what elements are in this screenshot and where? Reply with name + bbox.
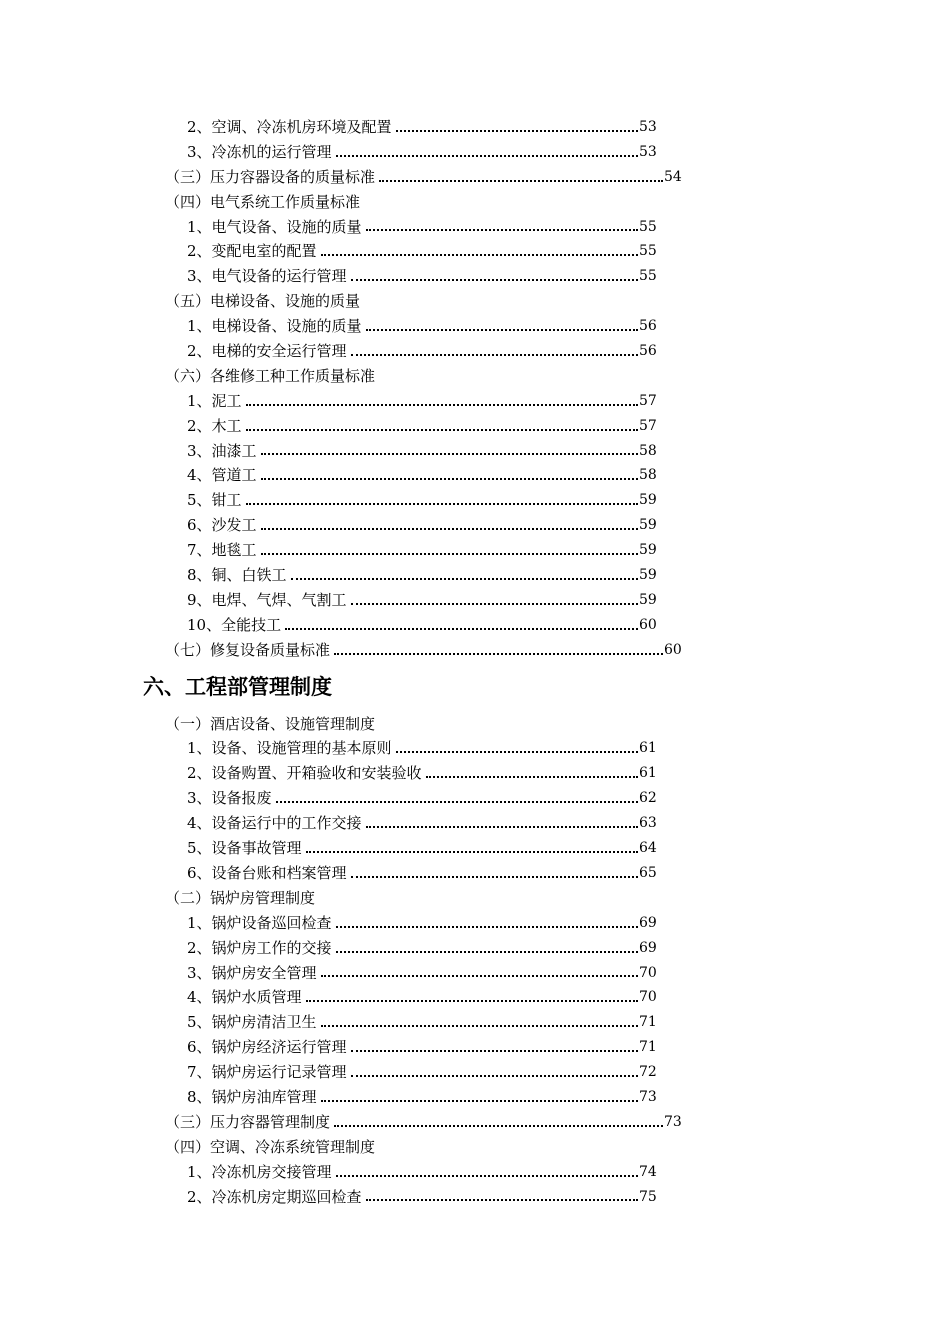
- toc-page-number: 55: [638, 264, 657, 289]
- toc-entry-text: 2、电梯的安全运行管理: [187, 339, 351, 364]
- toc-entry-text: 2、锅炉房工作的交接: [187, 936, 336, 961]
- toc-entry-text: 1、锅炉设备巡回检查: [187, 911, 336, 936]
- toc-page-number: 59: [638, 488, 657, 513]
- toc-subsection-entry[interactable]: [0, 961, 950, 986]
- toc-subsection-entry[interactable]: [0, 538, 950, 563]
- toc-entry-text: 4、设备运行中的工作交接: [187, 811, 366, 836]
- toc-subsection-entry[interactable]: [0, 936, 950, 961]
- toc-page-number: 59: [638, 588, 657, 613]
- toc-dot-leader: [306, 851, 638, 853]
- toc-dot-leader: [366, 826, 638, 828]
- toc-entry-text: 2、冷冻机房定期巡回检查: [187, 1185, 366, 1210]
- toc-entry-text: （四）空调、冷冻系统管理制度: [165, 1135, 379, 1160]
- toc-entry-text: 1、电气设备、设施的质量: [187, 215, 366, 240]
- toc-dot-leader: [321, 975, 638, 977]
- toc-section-entry[interactable]: [0, 638, 950, 663]
- toc-dot-leader: [336, 951, 638, 953]
- toc-section-entry[interactable]: [0, 364, 950, 389]
- toc-entry-text: 3、冷冻机的运行管理: [187, 140, 336, 165]
- toc-page-number: 53: [638, 115, 657, 140]
- toc-entry-text: 1、电梯设备、设施的质量: [187, 314, 366, 339]
- toc-dot-leader: [351, 1075, 638, 1077]
- toc-entry-text: 2、变配电室的配置: [187, 239, 321, 264]
- toc-dot-leader: [426, 776, 638, 778]
- toc-section-entry[interactable]: [0, 190, 950, 215]
- toc-dot-leader: [321, 1025, 638, 1027]
- toc-dot-leader: [379, 180, 663, 182]
- toc-page-number: 58: [638, 439, 657, 464]
- toc-entry-text: 2、设备购置、开箱验收和安装验收: [187, 761, 426, 786]
- toc-subsection-entry[interactable]: [0, 563, 950, 588]
- toc-subsection-entry[interactable]: [0, 911, 950, 936]
- toc-subsection-entry[interactable]: [0, 786, 950, 811]
- toc-page-number: 75: [638, 1185, 657, 1210]
- toc-dot-leader: [334, 653, 663, 655]
- toc-entry-text: （六）各维修工种工作质量标准: [165, 364, 379, 389]
- toc-dot-leader: [261, 528, 638, 530]
- toc-subsection-entry[interactable]: [0, 985, 950, 1010]
- toc-subsection-entry[interactable]: [0, 115, 950, 140]
- toc-section-entry[interactable]: [0, 1110, 950, 1135]
- toc-subsection-entry[interactable]: [0, 463, 950, 488]
- toc-subsection-entry[interactable]: [0, 836, 950, 861]
- toc-section-entry[interactable]: [0, 1135, 950, 1160]
- toc-subsection-entry[interactable]: [0, 339, 950, 364]
- toc-page-number: 59: [638, 538, 657, 563]
- toc-subsection-entry[interactable]: [0, 761, 950, 786]
- toc-entry-text: 4、管道工: [187, 463, 261, 488]
- toc-page-number: 73: [663, 1110, 682, 1135]
- toc-entry-text: （四）电气系统工作质量标准: [165, 190, 364, 215]
- toc-dot-leader: [246, 429, 638, 431]
- toc-subsection-entry[interactable]: [0, 736, 950, 761]
- toc-entry-text: 1、泥工: [187, 389, 246, 414]
- toc-entry-text: 1、冷冻机房交接管理: [187, 1160, 336, 1185]
- toc-page-number: 73: [638, 1085, 657, 1110]
- toc-dot-leader: [261, 453, 638, 455]
- toc-page-number: 60: [663, 638, 682, 663]
- toc-entry-text: 5、锅炉房清洁卫生: [187, 1010, 321, 1035]
- toc-dot-leader: [336, 926, 638, 928]
- toc-subsection-entry[interactable]: [0, 513, 950, 538]
- toc-page-number: 64: [638, 836, 657, 861]
- toc-dot-leader: [396, 130, 638, 132]
- toc-dot-leader: [285, 628, 638, 630]
- toc-page-number: 63: [638, 811, 657, 836]
- table-of-contents: [0, 115, 950, 1209]
- toc-subsection-entry[interactable]: [0, 861, 950, 886]
- toc-dot-leader: [336, 1175, 638, 1177]
- toc-entry-text: 8、铜、白铁工: [187, 563, 291, 588]
- toc-dot-leader: [336, 155, 638, 157]
- toc-entry-text: 7、锅炉房运行记录管理: [187, 1060, 351, 1085]
- toc-entry-text: 2、木工: [187, 414, 246, 439]
- toc-entry-text: 6、锅炉房经济运行管理: [187, 1035, 351, 1060]
- toc-dot-leader: [366, 329, 638, 331]
- toc-entry-text: （五）电梯设备、设施的质量: [165, 289, 364, 314]
- toc-entry-text: 1、设备、设施管理的基本原则: [187, 736, 396, 761]
- toc-page-number: 65: [638, 861, 657, 886]
- toc-page-number: 71: [638, 1010, 657, 1035]
- toc-subsection-entry[interactable]: [0, 414, 950, 439]
- toc-dot-leader: [321, 1100, 638, 1102]
- toc-dot-leader: [246, 503, 638, 505]
- toc-entry-text: （一）酒店设备、设施管理制度: [165, 712, 379, 737]
- toc-dot-leader: [261, 478, 638, 480]
- toc-page-number: 53: [638, 140, 657, 165]
- toc-page-number: 61: [638, 736, 657, 761]
- toc-subsection-entry[interactable]: [0, 389, 950, 414]
- toc-page-number: 71: [638, 1035, 657, 1060]
- toc-entry-text: （三）压力容器管理制度: [165, 1110, 334, 1135]
- toc-dot-leader: [351, 279, 638, 281]
- toc-page-number: 69: [638, 936, 657, 961]
- toc-page-number: 69: [638, 911, 657, 936]
- toc-subsection-entry[interactable]: [0, 1185, 950, 1210]
- toc-entry-text: （七）修复设备质量标准: [165, 638, 334, 663]
- toc-page-number: 56: [638, 339, 657, 364]
- toc-subsection-entry[interactable]: [0, 239, 950, 264]
- toc-page-number: 55: [638, 239, 657, 264]
- toc-entry-text: 六、工程部管理制度: [143, 665, 336, 709]
- toc-entry-text: 9、电焊、气焊、气割工: [187, 588, 351, 613]
- toc-subsection-entry[interactable]: [0, 264, 950, 289]
- toc-dot-leader: [276, 801, 638, 803]
- toc-entry-text: 8、锅炉房油库管理: [187, 1085, 321, 1110]
- toc-page-number: 72: [638, 1060, 657, 1085]
- toc-subsection-entry[interactable]: [0, 140, 950, 165]
- toc-entry-text: 7、地毯工: [187, 538, 261, 563]
- toc-subsection-entry[interactable]: [0, 1060, 950, 1085]
- toc-page-number: 56: [638, 314, 657, 339]
- toc-subsection-entry[interactable]: [0, 488, 950, 513]
- toc-dot-leader: [351, 1050, 638, 1052]
- toc-subsection-entry[interactable]: [0, 215, 950, 240]
- toc-subsection-entry[interactable]: [0, 1010, 950, 1035]
- toc-page-number: 74: [638, 1160, 657, 1185]
- toc-entry-text: 3、锅炉房安全管理: [187, 961, 321, 986]
- toc-dot-leader: [261, 553, 638, 555]
- toc-entry-text: 6、沙发工: [187, 513, 261, 538]
- toc-dot-leader: [334, 1125, 663, 1127]
- toc-dot-leader: [396, 751, 638, 753]
- toc-section-entry[interactable]: [0, 289, 950, 314]
- toc-page-number: 60: [638, 613, 657, 638]
- toc-subsection-entry[interactable]: [0, 613, 950, 638]
- toc-entry-text: 2、空调、冷冻机房环境及配置: [187, 115, 396, 140]
- toc-subsection-entry[interactable]: [0, 1085, 950, 1110]
- toc-entry-text: 3、油漆工: [187, 439, 261, 464]
- toc-page-number: 55: [638, 215, 657, 240]
- toc-entry-text: （三）压力容器设备的质量标准: [165, 165, 379, 190]
- toc-entry-text: 10、全能技工: [187, 613, 285, 638]
- toc-entry-text: （二）锅炉房管理制度: [165, 886, 319, 911]
- toc-dot-leader: [291, 578, 638, 580]
- toc-entry-text: 3、电气设备的运行管理: [187, 264, 351, 289]
- toc-section-entry[interactable]: [0, 165, 950, 190]
- toc-entry-text: 4、锅炉水质管理: [187, 985, 306, 1010]
- toc-entry-text: 6、设备台账和档案管理: [187, 861, 351, 886]
- toc-dot-leader: [366, 229, 638, 231]
- toc-chapter-heading[interactable]: [0, 665, 950, 709]
- toc-section-entry[interactable]: [0, 712, 950, 737]
- toc-dot-leader: [366, 1199, 638, 1201]
- toc-subsection-entry[interactable]: [0, 588, 950, 613]
- toc-page-number: 70: [638, 961, 657, 986]
- toc-subsection-entry[interactable]: [0, 314, 950, 339]
- toc-dot-leader: [306, 1000, 638, 1002]
- toc-entry-text: 5、钳工: [187, 488, 246, 513]
- toc-dot-leader: [351, 876, 638, 878]
- toc-subsection-entry[interactable]: [0, 811, 950, 836]
- toc-page-number: 57: [638, 414, 657, 439]
- toc-page-number: 70: [638, 985, 657, 1010]
- toc-section-entry[interactable]: [0, 886, 950, 911]
- toc-dot-leader: [246, 404, 638, 406]
- toc-page-number: 54: [663, 165, 682, 190]
- toc-page-number: 59: [638, 513, 657, 538]
- toc-entry-text: 5、设备事故管理: [187, 836, 306, 861]
- toc-dot-leader: [351, 354, 638, 356]
- toc-page-number: 57: [638, 389, 657, 414]
- toc-subsection-entry[interactable]: [0, 439, 950, 464]
- toc-page-number: 59: [638, 563, 657, 588]
- toc-dot-leader: [321, 254, 638, 256]
- toc-page-number: 58: [638, 463, 657, 488]
- toc-page-number: 61: [638, 761, 657, 786]
- toc-page-number: 62: [638, 786, 657, 811]
- toc-dot-leader: [351, 603, 638, 605]
- toc-subsection-entry[interactable]: [0, 1035, 950, 1060]
- toc-entry-text: 3、设备报废: [187, 786, 276, 811]
- toc-subsection-entry[interactable]: [0, 1160, 950, 1185]
